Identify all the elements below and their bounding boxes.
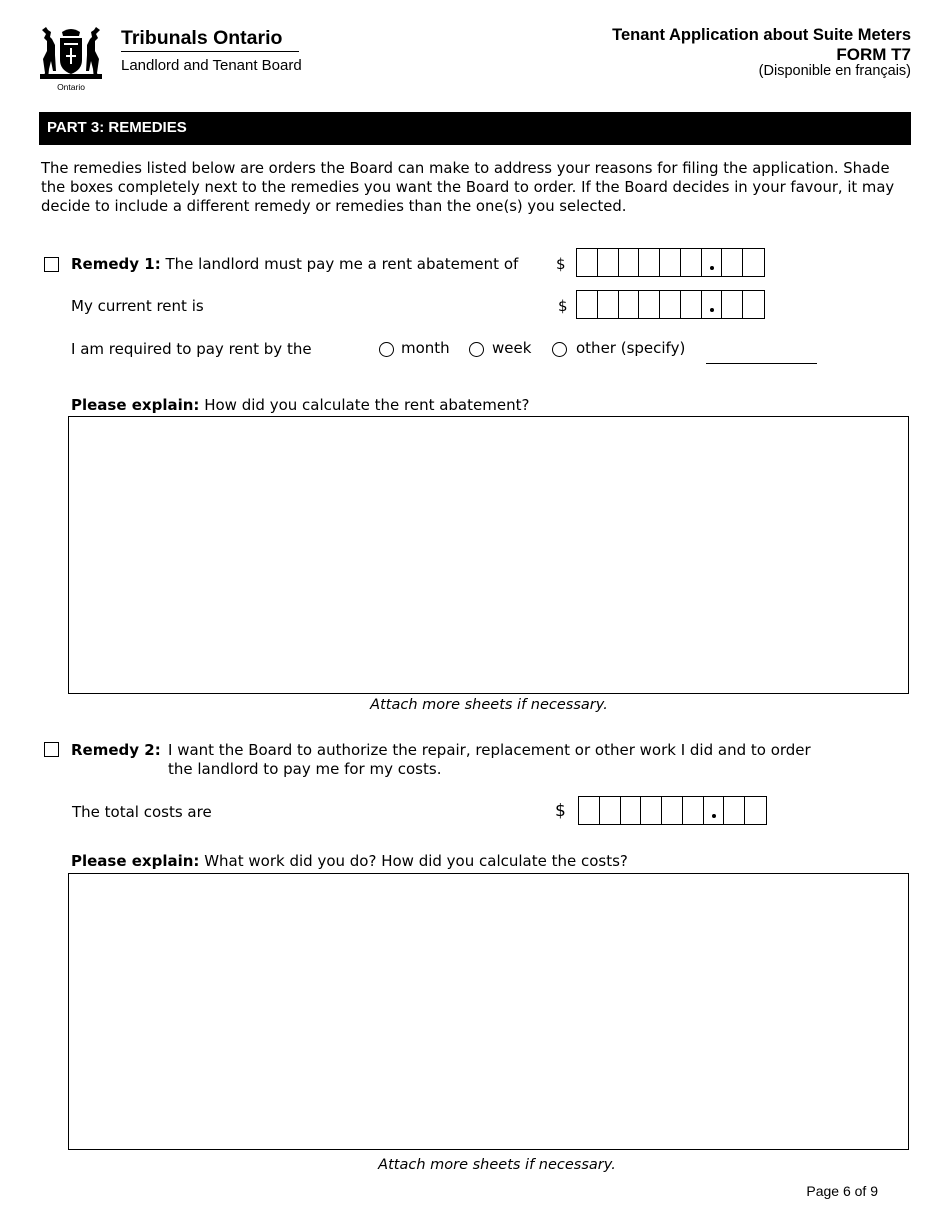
abatement-dollar-sign: $ bbox=[556, 255, 566, 273]
explain-1-textarea[interactable] bbox=[68, 416, 909, 694]
org-subtitle: Landlord and Tenant Board bbox=[121, 57, 302, 74]
radio-week-label: week bbox=[492, 339, 532, 357]
explain-1-label: Please explain: bbox=[71, 396, 200, 414]
ontario-coat-of-arms-logo bbox=[36, 24, 106, 92]
explain-1-line bbox=[71, 396, 529, 415]
total-costs-label: The total costs are bbox=[72, 803, 212, 821]
org-name: Tribunals Ontario bbox=[121, 27, 283, 49]
radio-month-label: month bbox=[401, 339, 450, 357]
abatement-amount-input[interactable] bbox=[576, 248, 765, 277]
form-language-note: (Disponible en français) bbox=[758, 63, 911, 79]
remedy-2-text-line-2: the landlord to pay me for my costs. bbox=[168, 760, 442, 778]
other-specify-input[interactable] bbox=[706, 363, 817, 364]
remedy-1-label: Remedy 1: bbox=[71, 255, 161, 273]
radio-other[interactable] bbox=[552, 342, 567, 357]
pay-rent-by-label: I am required to pay rent by the bbox=[71, 340, 312, 358]
org-divider bbox=[121, 51, 299, 52]
page-number: Page 6 of 9 bbox=[806, 1183, 878, 1199]
current-rent-dollar-sign: $ bbox=[558, 297, 568, 315]
attach-note-1: Attach more sheets if necessary. bbox=[370, 697, 608, 713]
remedy-2-text-line-1: I want the Board to authorize the repair, replacement or other work I did and to order bbox=[168, 741, 811, 759]
section-header: PART 3: REMEDIES bbox=[39, 112, 911, 145]
remedy-2-label bbox=[71, 741, 161, 760]
remedy-2-label-text: Remedy 2: bbox=[71, 741, 161, 759]
radio-other-label: other (specify) bbox=[576, 339, 686, 357]
form-number: FORM T7 bbox=[836, 45, 911, 64]
form-title: Tenant Application about Suite Meters bbox=[612, 26, 911, 44]
explain-1-text: How did you calculate the rent abatement? bbox=[204, 396, 530, 414]
explain-2-line bbox=[71, 852, 628, 871]
remedy-1-line bbox=[71, 255, 518, 274]
current-rent-input[interactable] bbox=[576, 290, 765, 319]
radio-month[interactable] bbox=[379, 342, 394, 357]
current-rent-label: My current rent is bbox=[71, 297, 204, 315]
explain-2-textarea[interactable] bbox=[68, 873, 909, 1150]
radio-week[interactable] bbox=[469, 342, 484, 357]
explain-2-text: What work did you do? How did you calculate the costs? bbox=[204, 852, 628, 870]
remedy-1-text: The landlord must pay me a rent abatement of bbox=[165, 255, 519, 273]
total-costs-input[interactable] bbox=[578, 796, 767, 825]
total-costs-dollar-sign: $ bbox=[555, 801, 566, 821]
remedy-1-checkbox[interactable] bbox=[44, 257, 59, 272]
remedy-2-checkbox[interactable] bbox=[44, 742, 59, 757]
explain-2-label: Please explain: bbox=[71, 852, 200, 870]
section-intro: The remedies listed below are orders the Board can make to address your reasons for filing the application. Shade the boxes completely next to the remedies you want the Board to order. If the Board decides in your favour, it may decide to include a different remedy or remedies than the one(s) you selected. bbox=[41, 160, 895, 215]
attach-note-2: Attach more sheets if necessary. bbox=[378, 1157, 616, 1173]
logo-caption: Ontario bbox=[57, 82, 85, 92]
